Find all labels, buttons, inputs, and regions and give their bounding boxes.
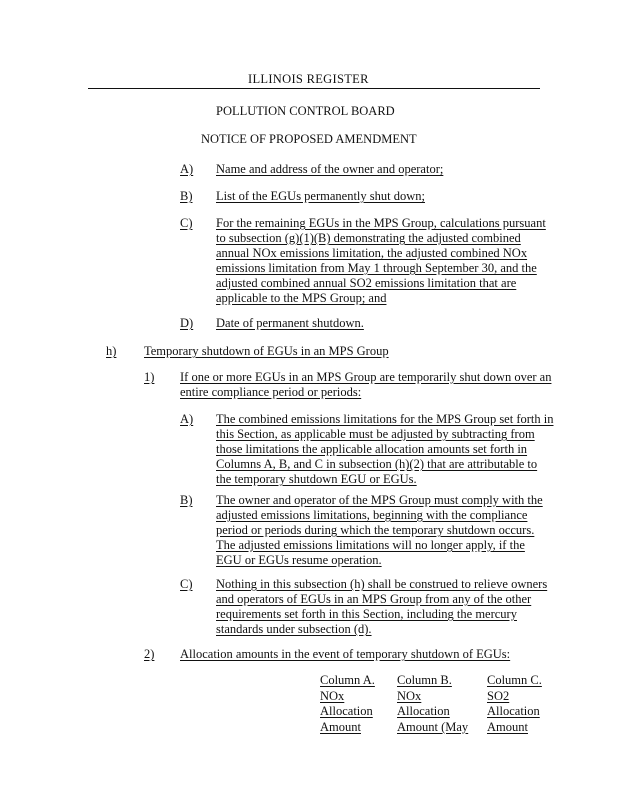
- subsection-1-line: If one or more EGUs in an MPS Group are temporarily shut down over an: [180, 370, 552, 384]
- item-a-label: A): [180, 162, 194, 176]
- item-1c-label: C): [180, 577, 193, 591]
- column-b-line: NOx: [397, 688, 422, 703]
- item-1c-line: standards under subsection (d).: [216, 622, 372, 636]
- item-1a-line: this Section, as applicable must be adjusted by subtracting from: [216, 427, 535, 441]
- item-b-line: List of the EGUs permanently shut down;: [216, 189, 425, 203]
- item-b-label: B): [180, 189, 193, 203]
- item-1c-text: [216, 577, 547, 637]
- item-c-line: applicable to the MPS Group; and: [216, 291, 387, 305]
- item-1a-line: those limitations the applicable allocation amounts set forth in: [216, 442, 528, 456]
- column-a-line: Allocation: [320, 704, 373, 718]
- column-b-line: Column B.: [397, 673, 452, 687]
- item-1c-line: Nothing in this subsection (h) shall be construed to relieve owners: [216, 577, 548, 591]
- item-c-line: For the remaining EGUs in the MPS Group, calculations pursuant: [216, 216, 546, 230]
- item-1b-line: EGU or EGUs resume operation.: [216, 553, 382, 567]
- notice-title: NOTICE OF PROPOSED AMENDMENT: [201, 132, 417, 146]
- subsection-1-label: 1): [144, 370, 155, 384]
- column-b-line: Amount (May: [397, 719, 469, 734]
- item-b-text: [216, 189, 425, 204]
- column-b-line: Allocation: [397, 704, 450, 718]
- register-title: ILLINOIS REGISTER: [248, 72, 369, 86]
- item-1b-line: The adjusted emissions limitations will no longer apply, if the: [216, 538, 525, 552]
- item-1b-line: adjusted emissions limitations, beginning with the compliance: [216, 508, 528, 522]
- column-a-line: Column A.: [320, 673, 375, 687]
- column-c-header: [487, 673, 542, 735]
- column-c-line: Amount: [487, 719, 528, 734]
- item-c-line: annual NOx emissions limitation, the adjusted combined NOx: [216, 246, 528, 260]
- item-d-label: D): [180, 316, 194, 330]
- item-1a-line: the temporary shutdown EGU or EGUs.: [216, 472, 417, 486]
- item-c-line: adjusted combined annual SO2 emissions limitation that are: [216, 276, 517, 290]
- column-c-line: SO2: [487, 688, 510, 703]
- subsection-2-text: Allocation amounts in the event of temporary shutdown of EGUs:: [180, 647, 511, 661]
- item-1c-line: and operators of EGUs in an MPS Group from any of the other: [216, 592, 532, 606]
- item-1b-label: B): [180, 493, 193, 507]
- item-1b-line: period or periods during which the temporary shutdown occurs.: [216, 523, 535, 537]
- item-a-text: [216, 162, 443, 177]
- item-c-line: to subsection (g)(1)(B) demonstrating the adjusted combined: [216, 231, 521, 245]
- item-a-line: Name and address of the owner and operator;: [216, 162, 444, 176]
- item-1a-label: A): [180, 412, 194, 426]
- subsection-1-line: entire compliance period or periods:: [180, 385, 362, 399]
- item-c-text: [216, 216, 546, 306]
- item-1a-line: Columns A, B, and C in subsection (h)(2) that are attributable to: [216, 457, 538, 471]
- section-h-heading: Temporary shutdown of EGUs in an MPS Group: [144, 344, 389, 358]
- header-rule: [88, 88, 540, 89]
- item-c-line: emissions limitation from May 1 through September 30, and the: [216, 261, 537, 275]
- board-name: POLLUTION CONTROL BOARD: [216, 104, 395, 118]
- item-d-line: Date of permanent shutdown.: [216, 316, 364, 330]
- column-a-line: NOx: [320, 688, 345, 703]
- item-1c-line: requirements set forth in this Section, including the mercury: [216, 607, 517, 621]
- column-c-line: Column C.: [487, 673, 542, 687]
- column-a-line: Amount: [320, 719, 361, 734]
- column-b-header: [397, 673, 468, 735]
- column-c-line: Allocation: [487, 704, 540, 718]
- subsection-1-text: [180, 370, 551, 400]
- column-a-header: [320, 673, 375, 735]
- item-c-label: C): [180, 216, 193, 230]
- item-1a-line: The combined emissions limitations for the MPS Group set forth in: [216, 412, 554, 426]
- item-1b-line: The owner and operator of the MPS Group must comply with the: [216, 493, 543, 507]
- item-1a-text: [216, 412, 553, 487]
- subsection-2-label: 2): [144, 647, 155, 661]
- section-h-label: h): [106, 344, 117, 358]
- item-1b-text: [216, 493, 543, 568]
- item-d-text: [216, 316, 364, 331]
